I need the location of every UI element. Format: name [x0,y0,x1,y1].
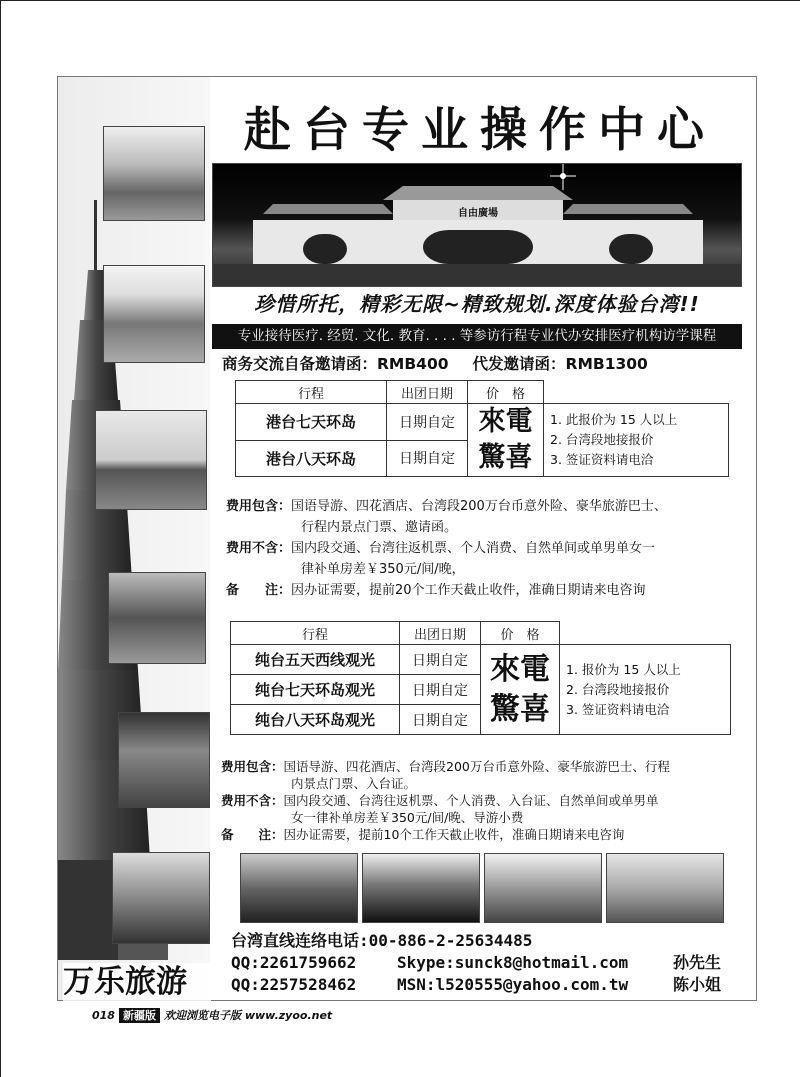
service-banner: 专业接待医疗. 经贸. 文化. 教育. . . . 等参访行程专业代办安排医疗机构访学课程 [212,324,742,349]
route-cell: 港台八天环岛 [236,440,387,477]
note-item: 2. 台湾段地接报价 [550,432,654,447]
invitation-prices [222,352,752,376]
date-cell: 日期自定 [387,404,468,441]
fee-exclude-label: 费用不含： [226,541,292,556]
photo-taipei-sunset [362,853,480,923]
contact-qq-1: QQ:2261759662 [231,953,357,972]
photo-honor-guards [108,572,206,664]
gate-plaque: 自由廣場 [458,208,498,219]
col-price: 价 格 [481,622,560,645]
col-price: 价 格 [468,381,544,404]
photo-coastline [484,853,602,923]
route-cell: 纯台七天环岛观光 [231,675,400,705]
photo-memorial-hall-wide [103,126,205,221]
fee-include-text-2: 内景点门票、入台证。 [291,776,417,791]
photo-chiang-kai-shek-memorial [103,265,205,363]
price-line-1: 來電 [478,406,533,437]
itinerary-table-2 [230,621,731,735]
photo-ship-sea [95,410,207,510]
contact-row-1 [231,952,751,974]
fees-block-2 [221,758,741,843]
gate-illustration [213,164,741,286]
contact-block [231,930,751,996]
contact-phone: 台湾直线连络电话:00-886-2-25634485 [231,931,533,950]
page-number: 018 [92,1009,115,1022]
fee-include-text: 国语导游、四花酒店、台湾段200万台币意外险、豪华旅游巴士、 [291,499,667,514]
col-route: 行程 [236,381,387,404]
col-route: 行程 [231,622,400,645]
page-footer [92,1006,332,1026]
contact-name-1: 孙先生 [673,953,722,972]
price-line-1: 來電 [490,651,550,687]
col-date: 出团日期 [387,381,468,404]
photo-liberty-square-gate [212,163,742,287]
price-call-cell [468,404,544,477]
invite-self-price: 商务交流自备邀请函：RMB400 [222,355,449,373]
note-item: 2. 台湾段地接报价 [566,681,670,697]
fee-include-label: 费用包含： [221,759,284,774]
remark-label: 备 注： [226,583,292,598]
table-header [231,622,731,645]
fee-include-text: 国语导游、四花酒店、台湾段200万台币意外险、豪华旅游巴士、行程 [283,759,670,774]
contact-skype: Skype:sunck8@hotmail.com [397,953,629,972]
remark-text: 因办证需要，提前10个工作天截止收件，准确日期请来电咨询 [283,827,625,842]
note-item: 3. 签证资料请电洽 [566,701,670,717]
invite-agent-price: 代发邀请函：RMB1300 [472,355,648,373]
fee-exclude-text-2: 女一律补单房差￥350元/间/晚、导游小费 [291,810,524,825]
table-row [231,645,731,675]
contact-name-2: 陈小姐 [673,975,722,994]
fee-include-label: 费用包含： [226,499,292,514]
contact-msn: MSN:l520555@yahoo.com.tw [397,975,629,994]
route-cell: 纯台五天西线观光 [231,645,400,675]
date-cell: 日期自定 [387,440,468,477]
route-cell: 纯台八天环岛观光 [231,705,400,735]
col-notes-blank [560,622,731,645]
route-cell: 港台七天环岛 [236,404,387,441]
remark-label: 备 注： [221,827,284,842]
slogan: 珍惜所托，精彩无限~精致规划.深度体验台湾!! [254,292,700,316]
notes-cell [544,404,729,477]
contact-row-2 [231,974,751,996]
itinerary-table-1 [235,380,729,477]
price-line-2: 驚喜 [490,691,550,727]
edition-badge: 新疆版 [119,1008,160,1023]
contact-qq-2: QQ:2257528462 [231,975,357,994]
price-call-cell [481,645,560,735]
table-header [236,381,729,404]
note-item: 3. 签证资料请电洽 [550,452,654,467]
fee-exclude-text: 国内段交通、台湾往返机票、个人消费、入台证、自然单间或单男单 [283,793,659,808]
note-item: 1. 此报价为 15 人以上 [550,412,678,427]
date-cell: 日期自定 [400,645,481,675]
photo-sun-moon-lake [112,852,210,944]
col-notes-blank [544,381,729,404]
footer-welcome: 欢迎浏览电子版 [163,1009,241,1022]
date-cell: 日期自定 [400,705,481,735]
photo-night-market [118,712,210,808]
price-line-2: 驚喜 [478,442,533,473]
remark-text: 因办证需要，提前20个工作天截止收件，准确日期请来电咨询 [291,583,646,598]
fee-exclude-text: 国内段交通、台湾往返机票、个人消费、自然单间或单男单女一 [291,541,656,556]
footer-url[interactable]: www.zyoo.net [244,1009,333,1022]
date-cell: 日期自定 [400,675,481,705]
fee-exclude-label: 费用不含： [221,793,284,808]
fee-exclude-text-2: 律补单房差￥350元/间/晚， [301,562,465,577]
note-item: 1. 报价为 15 人以上 [566,661,681,677]
photo-memorial-gate [606,853,724,923]
page-title: 赴台专业操作中心 [244,103,716,158]
col-date: 出团日期 [400,622,481,645]
fees-block-1 [226,496,746,601]
notes-cell [560,645,731,735]
fee-include-text-2: 行程内景点门票、邀请函。 [301,520,458,535]
table-row [236,404,729,441]
brand-logo: 万乐旅游 [63,963,211,1001]
photo-lake-boat [240,853,358,923]
